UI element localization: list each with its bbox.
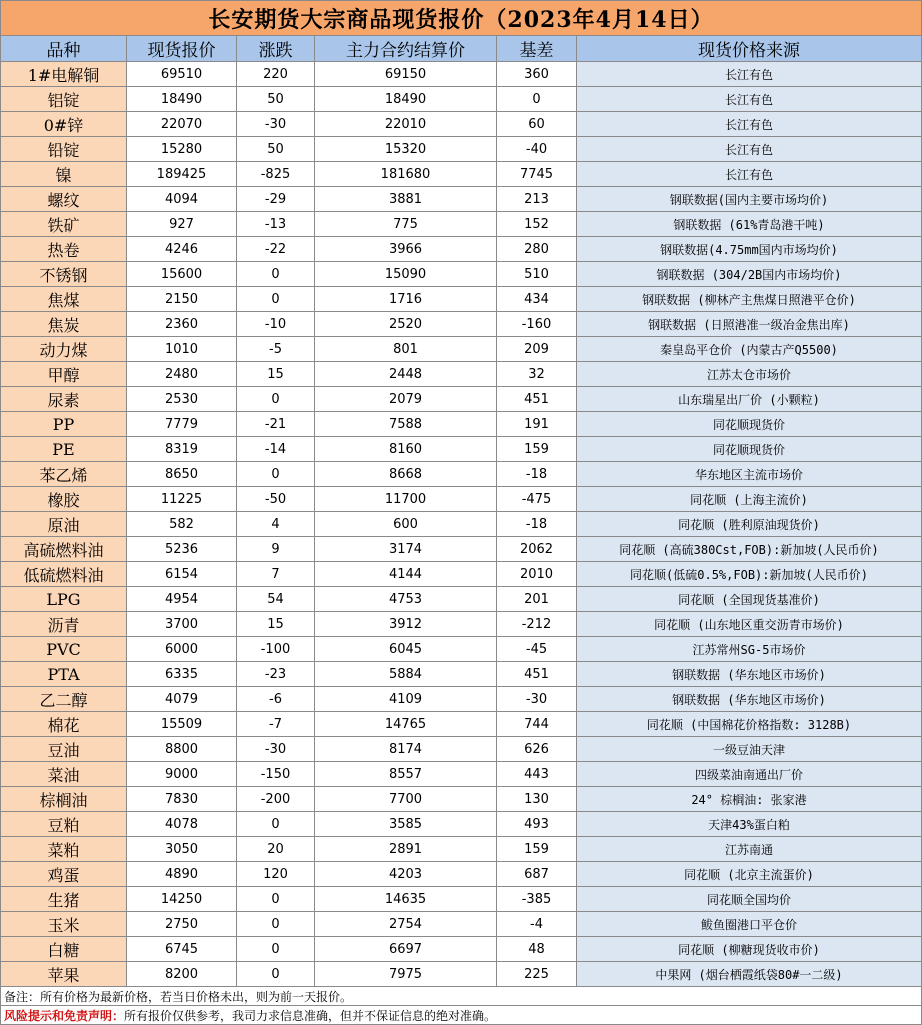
- cell-settlement: 18490: [315, 87, 497, 112]
- table-row: [1, 537, 922, 562]
- cell-variety: PTA: [1, 662, 127, 687]
- cell-variety: 豆油: [1, 737, 127, 762]
- cell-change: 54: [237, 587, 315, 612]
- cell-change: 20: [237, 837, 315, 862]
- cell-source: 同花顺 (中国棉花价格指数: 3128B): [577, 712, 922, 737]
- cell-spot-price: 2150: [127, 287, 237, 312]
- cell-basis: 744: [497, 712, 577, 737]
- table-row: [1, 212, 922, 237]
- cell-basis: -18: [497, 462, 577, 487]
- cell-settlement: 8557: [315, 762, 497, 787]
- cell-basis: 225: [497, 962, 577, 987]
- table-row: [1, 62, 922, 87]
- cell-settlement: 8160: [315, 437, 497, 462]
- cell-basis: -40: [497, 137, 577, 162]
- cell-variety: 苯乙烯: [1, 462, 127, 487]
- cell-source: 天津43%蛋白粕: [577, 812, 922, 837]
- cell-basis: -212: [497, 612, 577, 637]
- cell-spot-price: 8319: [127, 437, 237, 462]
- cell-source: 长江有色: [577, 112, 922, 137]
- cell-basis: 360: [497, 62, 577, 87]
- cell-spot-price: 18490: [127, 87, 237, 112]
- cell-settlement: 7588: [315, 412, 497, 437]
- table-body: [1, 62, 922, 987]
- table-row: [1, 137, 922, 162]
- table-row: [1, 662, 922, 687]
- cell-variety: 镍: [1, 162, 127, 187]
- cell-basis: 493: [497, 812, 577, 837]
- cell-change: 0: [237, 812, 315, 837]
- table-row: [1, 362, 922, 387]
- cell-basis: 443: [497, 762, 577, 787]
- cell-variety: 沥青: [1, 612, 127, 637]
- cell-settlement: 181680: [315, 162, 497, 187]
- table-row: [1, 937, 922, 962]
- cell-settlement: 2520: [315, 312, 497, 337]
- cell-change: 15: [237, 362, 315, 387]
- cell-settlement: 7700: [315, 787, 497, 812]
- cell-source: 山东瑞星出厂价 (小颗粒): [577, 387, 922, 412]
- table-row: [1, 962, 922, 987]
- cell-settlement: 2754: [315, 912, 497, 937]
- cell-spot-price: 2360: [127, 312, 237, 337]
- cell-change: 220: [237, 62, 315, 87]
- cell-spot-price: 1010: [127, 337, 237, 362]
- cell-change: -30: [237, 112, 315, 137]
- header-source: 现货价格来源: [577, 36, 922, 62]
- table-row: [1, 412, 922, 437]
- cell-change: -29: [237, 187, 315, 212]
- cell-change: 0: [237, 937, 315, 962]
- cell-source: 四级菜油南通出厂价: [577, 762, 922, 787]
- table-row: [1, 887, 922, 912]
- cell-source: 同花顺 (高硫380Cst,FOB):新加坡(人民币价): [577, 537, 922, 562]
- cell-spot-price: 15600: [127, 262, 237, 287]
- cell-spot-price: 2530: [127, 387, 237, 412]
- cell-settlement: 4109: [315, 687, 497, 712]
- cell-change: 15: [237, 612, 315, 637]
- cell-variety: 棕榈油: [1, 787, 127, 812]
- cell-source: 长江有色: [577, 87, 922, 112]
- cell-basis: 60: [497, 112, 577, 137]
- cell-spot-price: 3050: [127, 837, 237, 862]
- cell-source: 同花顺 (上海主流价): [577, 487, 922, 512]
- cell-variety: 甲醇: [1, 362, 127, 387]
- table-row: [1, 287, 922, 312]
- cell-variety: PVC: [1, 637, 127, 662]
- cell-change: 0: [237, 887, 315, 912]
- cell-source: 同花顺 (北京主流蛋价): [577, 862, 922, 887]
- cell-change: -23: [237, 662, 315, 687]
- cell-change: -21: [237, 412, 315, 437]
- cell-spot-price: 6335: [127, 662, 237, 687]
- cell-basis: 152: [497, 212, 577, 237]
- cell-settlement: 3585: [315, 812, 497, 837]
- cell-change: 0: [237, 262, 315, 287]
- risk-disclaimer: [1, 1006, 922, 1025]
- cell-source: 中果网 (烟台栖霞纸袋80#一二级): [577, 962, 922, 987]
- cell-source: 长江有色: [577, 62, 922, 87]
- cell-source: 同花顺 (山东地区重交沥青市场价): [577, 612, 922, 637]
- cell-settlement: 3174: [315, 537, 497, 562]
- table-row: [1, 462, 922, 487]
- header-spot-price: 现货报价: [127, 36, 237, 62]
- cell-variety: 铁矿: [1, 212, 127, 237]
- cell-change: -7: [237, 712, 315, 737]
- cell-source: 钢联数据 (华东地区市场价): [577, 662, 922, 687]
- table-row: [1, 237, 922, 262]
- cell-change: 0: [237, 387, 315, 412]
- cell-settlement: 15320: [315, 137, 497, 162]
- cell-settlement: 8668: [315, 462, 497, 487]
- cell-source: 钢联数据 (华东地区市场价): [577, 687, 922, 712]
- cell-settlement: 2079: [315, 387, 497, 412]
- cell-settlement: 6045: [315, 637, 497, 662]
- table-row: [1, 512, 922, 537]
- cell-spot-price: 7830: [127, 787, 237, 812]
- cell-settlement: 801: [315, 337, 497, 362]
- table-row: [1, 337, 922, 362]
- cell-basis: 130: [497, 787, 577, 812]
- cell-change: 0: [237, 912, 315, 937]
- cell-settlement: 3912: [315, 612, 497, 637]
- cell-spot-price: 4890: [127, 862, 237, 887]
- cell-basis: 687: [497, 862, 577, 887]
- cell-basis: 2062: [497, 537, 577, 562]
- table-row: [1, 312, 922, 337]
- table-row: [1, 837, 922, 862]
- cell-basis: 0: [497, 87, 577, 112]
- cell-change: -100: [237, 637, 315, 662]
- cell-variety: 焦炭: [1, 312, 127, 337]
- cell-source: 鲅鱼圈港口平仓价: [577, 912, 922, 937]
- table-row: [1, 162, 922, 187]
- cell-variety: 动力煤: [1, 337, 127, 362]
- cell-spot-price: 4079: [127, 687, 237, 712]
- cell-settlement: 4753: [315, 587, 497, 612]
- cell-spot-price: 4954: [127, 587, 237, 612]
- cell-change: 9: [237, 537, 315, 562]
- cell-settlement: 1716: [315, 287, 497, 312]
- cell-source: 一级豆油天津: [577, 737, 922, 762]
- table-row: [1, 637, 922, 662]
- cell-change: -200: [237, 787, 315, 812]
- risk-label: 风险提示和免责声明：: [4, 1008, 125, 1023]
- cell-source: 钢联数据 (柳林产主焦煤日照港平仓价): [577, 287, 922, 312]
- cell-variety: 1#电解铜: [1, 62, 127, 87]
- cell-spot-price: 927: [127, 212, 237, 237]
- cell-source: 同花顺 (柳糖现货收市价): [577, 937, 922, 962]
- cell-variety: PP: [1, 412, 127, 437]
- cell-spot-price: 7779: [127, 412, 237, 437]
- cell-spot-price: 8650: [127, 462, 237, 487]
- cell-settlement: 3966: [315, 237, 497, 262]
- cell-basis: 32: [497, 362, 577, 387]
- cell-variety: 菜粕: [1, 837, 127, 862]
- cell-spot-price: 6154: [127, 562, 237, 587]
- cell-variety: 高硫燃料油: [1, 537, 127, 562]
- cell-variety: 苹果: [1, 962, 127, 987]
- cell-change: -5: [237, 337, 315, 362]
- cell-basis: 159: [497, 437, 577, 462]
- cell-source: 江苏太仓市场价: [577, 362, 922, 387]
- cell-basis: 191: [497, 412, 577, 437]
- remark-note: 备注：所有价格为最新价格，若当日价格未出，则为前一天报价。: [1, 987, 922, 1006]
- cell-variety: 棉花: [1, 712, 127, 737]
- cell-settlement: 6697: [315, 937, 497, 962]
- cell-change: 4: [237, 512, 315, 537]
- table-row: [1, 712, 922, 737]
- cell-variety: 生猪: [1, 887, 127, 912]
- cell-spot-price: 69510: [127, 62, 237, 87]
- cell-variety: 原油: [1, 512, 127, 537]
- cell-variety: 焦煤: [1, 287, 127, 312]
- table-row: [1, 112, 922, 137]
- cell-basis: 626: [497, 737, 577, 762]
- cell-spot-price: 4078: [127, 812, 237, 837]
- cell-settlement: 7975: [315, 962, 497, 987]
- cell-spot-price: 5236: [127, 537, 237, 562]
- header-change: 涨跌: [237, 36, 315, 62]
- cell-basis: 7745: [497, 162, 577, 187]
- cell-source: 秦皇岛平仓价 (内蒙古产Q5500): [577, 337, 922, 362]
- cell-source: 同花顺 (胜利原油现货价): [577, 512, 922, 537]
- cell-basis: -45: [497, 637, 577, 662]
- cell-change: 0: [237, 462, 315, 487]
- cell-settlement: 2891: [315, 837, 497, 862]
- cell-spot-price: 2480: [127, 362, 237, 387]
- cell-variety: 白糖: [1, 937, 127, 962]
- cell-basis: 434: [497, 287, 577, 312]
- cell-change: -30: [237, 737, 315, 762]
- cell-spot-price: 582: [127, 512, 237, 537]
- cell-settlement: 8174: [315, 737, 497, 762]
- cell-variety: 热卷: [1, 237, 127, 262]
- cell-variety: 0#锌: [1, 112, 127, 137]
- cell-basis: 510: [497, 262, 577, 287]
- table-row: [1, 187, 922, 212]
- table-row: [1, 812, 922, 837]
- cell-change: 50: [237, 137, 315, 162]
- cell-source: 钢联数据 (61%青岛港干吨): [577, 212, 922, 237]
- cell-change: -13: [237, 212, 315, 237]
- cell-spot-price: 8800: [127, 737, 237, 762]
- cell-settlement: 5884: [315, 662, 497, 687]
- table-row: [1, 612, 922, 637]
- cell-spot-price: 14250: [127, 887, 237, 912]
- header-row: [1, 36, 922, 62]
- cell-settlement: 22010: [315, 112, 497, 137]
- cell-spot-price: 11225: [127, 487, 237, 512]
- cell-spot-price: 15509: [127, 712, 237, 737]
- cell-spot-price: 9000: [127, 762, 237, 787]
- header-settlement: 主力合约结算价: [315, 36, 497, 62]
- cell-change: 7: [237, 562, 315, 587]
- cell-variety: PE: [1, 437, 127, 462]
- cell-change: -825: [237, 162, 315, 187]
- cell-basis: -4: [497, 912, 577, 937]
- cell-variety: 不锈钢: [1, 262, 127, 287]
- cell-basis: -385: [497, 887, 577, 912]
- cell-settlement: 2448: [315, 362, 497, 387]
- cell-source: 江苏南通: [577, 837, 922, 862]
- table-row: [1, 787, 922, 812]
- cell-source: 同花顺 (全国现货基准价): [577, 587, 922, 612]
- cell-variety: 铅锭: [1, 137, 127, 162]
- cell-spot-price: 8200: [127, 962, 237, 987]
- cell-settlement: 11700: [315, 487, 497, 512]
- cell-basis: -160: [497, 312, 577, 337]
- cell-settlement: 4203: [315, 862, 497, 887]
- cell-basis: 2010: [497, 562, 577, 587]
- cell-variety: 尿素: [1, 387, 127, 412]
- cell-basis: -18: [497, 512, 577, 537]
- cell-basis: -30: [497, 687, 577, 712]
- cell-source: 钢联数据 (304/2B国内市场均价): [577, 262, 922, 287]
- table-row: [1, 387, 922, 412]
- table-row: [1, 687, 922, 712]
- cell-spot-price: 6745: [127, 937, 237, 962]
- cell-source: 长江有色: [577, 162, 922, 187]
- cell-variety: 豆粕: [1, 812, 127, 837]
- cell-settlement: 14635: [315, 887, 497, 912]
- cell-spot-price: 4094: [127, 187, 237, 212]
- cell-change: -6: [237, 687, 315, 712]
- cell-spot-price: 4246: [127, 237, 237, 262]
- cell-source: 钢联数据(国内主要市场均价): [577, 187, 922, 212]
- cell-source: 长江有色: [577, 137, 922, 162]
- cell-source: 华东地区主流市场价: [577, 462, 922, 487]
- table-row: [1, 912, 922, 937]
- cell-source: 钢联数据 (日照港准一级冶金焦出库): [577, 312, 922, 337]
- cell-settlement: 15090: [315, 262, 497, 287]
- table-row: [1, 437, 922, 462]
- cell-settlement: 3881: [315, 187, 497, 212]
- header-basis: 基差: [497, 36, 577, 62]
- cell-basis: 213: [497, 187, 577, 212]
- cell-source: 钢联数据(4.75mm国内市场均价): [577, 237, 922, 262]
- cell-spot-price: 22070: [127, 112, 237, 137]
- cell-source: 同花顺现货价: [577, 412, 922, 437]
- cell-change: 50: [237, 87, 315, 112]
- cell-variety: 低硫燃料油: [1, 562, 127, 587]
- cell-change: 0: [237, 287, 315, 312]
- cell-basis: 201: [497, 587, 577, 612]
- cell-source: 同花顺现货价: [577, 437, 922, 462]
- cell-variety: 铝锭: [1, 87, 127, 112]
- cell-spot-price: 15280: [127, 137, 237, 162]
- table-row: [1, 262, 922, 287]
- cell-settlement: 775: [315, 212, 497, 237]
- cell-variety: 橡胶: [1, 487, 127, 512]
- table-row: [1, 87, 922, 112]
- cell-basis: -475: [497, 487, 577, 512]
- cell-variety: LPG: [1, 587, 127, 612]
- table-row: [1, 587, 922, 612]
- cell-source: 24° 棕榈油: 张家港: [577, 787, 922, 812]
- cell-spot-price: 189425: [127, 162, 237, 187]
- cell-basis: 451: [497, 387, 577, 412]
- cell-spot-price: 2750: [127, 912, 237, 937]
- table-row: [1, 737, 922, 762]
- cell-spot-price: 6000: [127, 637, 237, 662]
- cell-change: 120: [237, 862, 315, 887]
- cell-change: -14: [237, 437, 315, 462]
- cell-change: -150: [237, 762, 315, 787]
- cell-change: -22: [237, 237, 315, 262]
- cell-variety: 菜油: [1, 762, 127, 787]
- table-row: [1, 762, 922, 787]
- cell-basis: 209: [497, 337, 577, 362]
- risk-text: 所有报价仅供参考，我司力求信息准确，但并不保证信息的绝对准确。: [124, 1008, 497, 1023]
- cell-spot-price: 3700: [127, 612, 237, 637]
- cell-settlement: 4144: [315, 562, 497, 587]
- cell-change: -50: [237, 487, 315, 512]
- cell-basis: 280: [497, 237, 577, 262]
- cell-settlement: 14765: [315, 712, 497, 737]
- cell-variety: 鸡蛋: [1, 862, 127, 887]
- cell-basis: 159: [497, 837, 577, 862]
- cell-variety: 乙二醇: [1, 687, 127, 712]
- cell-settlement: 600: [315, 512, 497, 537]
- table-row: [1, 862, 922, 887]
- cell-source: 同花顺全国均价: [577, 887, 922, 912]
- cell-variety: 玉米: [1, 912, 127, 937]
- cell-basis: 48: [497, 937, 577, 962]
- table-row: [1, 562, 922, 587]
- cell-change: 0: [237, 962, 315, 987]
- cell-settlement: 69150: [315, 62, 497, 87]
- cell-basis: 451: [497, 662, 577, 687]
- cell-source: 江苏常州SG-5市场价: [577, 637, 922, 662]
- header-variety: 品种: [1, 36, 127, 62]
- cell-variety: 螺纹: [1, 187, 127, 212]
- sheet-title: 长安期货大宗商品现货报价（2023年4月14日）: [1, 1, 922, 36]
- cell-change: -10: [237, 312, 315, 337]
- cell-source: 同花顺(低硫0.5%,FOB):新加坡(人民币价): [577, 562, 922, 587]
- table-row: [1, 487, 922, 512]
